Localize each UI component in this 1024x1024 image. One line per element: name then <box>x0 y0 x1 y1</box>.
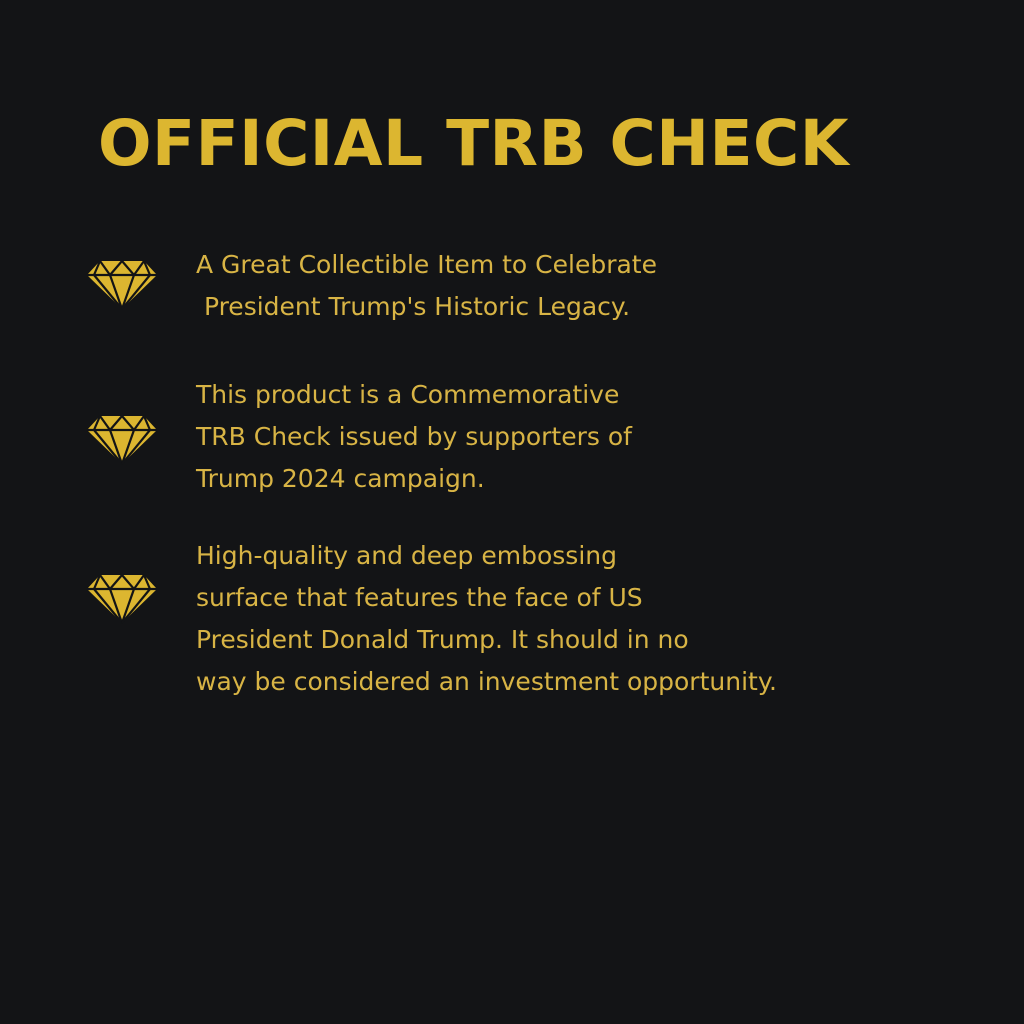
diamond-icon <box>86 415 158 465</box>
feature-text <box>196 244 657 328</box>
feature-line: surface that features the face of US <box>196 583 643 612</box>
feature-text <box>196 374 632 500</box>
feature-line: TRB Check issued by supporters of <box>196 422 632 451</box>
feature-line: This product is a Commemorative <box>196 380 620 409</box>
diamond-icon <box>86 260 158 310</box>
feature-line: High-quality and deep embossing <box>196 541 617 570</box>
feature-line: President Donald Trump. It should in no <box>196 625 689 654</box>
page-title: OFFICIAL TRB CHECK <box>98 107 850 180</box>
feature-text <box>196 535 777 703</box>
feature-line: way be considered an investment opportunity. <box>196 667 777 696</box>
feature-line: A Great Collectible Item to Celebrate <box>196 250 657 279</box>
feature-line: President Trump's Historic Legacy. <box>196 292 631 321</box>
diamond-icon <box>86 574 158 624</box>
feature-line: Trump 2024 campaign. <box>196 464 485 493</box>
